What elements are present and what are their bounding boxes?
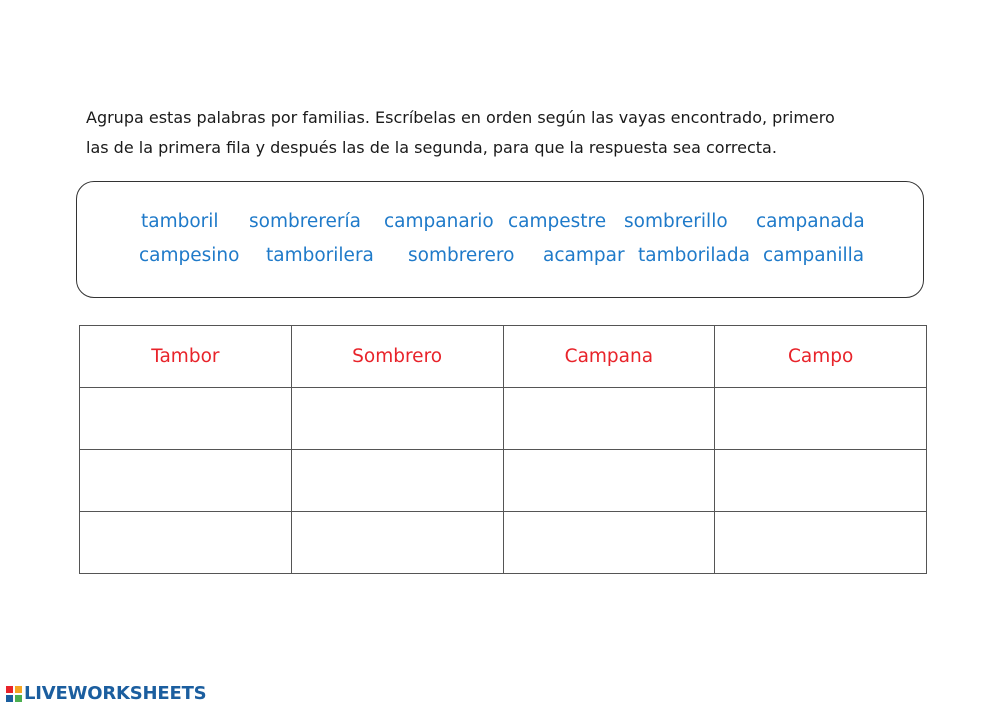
- word: campanada: [756, 211, 865, 232]
- answer-cell: [715, 450, 927, 512]
- word: campesino: [139, 245, 240, 266]
- answer-input[interactable]: [93, 460, 277, 502]
- answer-input[interactable]: [517, 522, 701, 564]
- logo-text: LIVEWORKSHEETS: [24, 683, 207, 704]
- answer-cell: [715, 512, 927, 574]
- header-campana: Campana: [503, 326, 715, 388]
- word: campanario: [384, 211, 494, 232]
- header-tambor: Tambor: [80, 326, 292, 388]
- word: tamboril: [141, 211, 219, 232]
- answer-cell: [291, 450, 503, 512]
- answer-cell: [503, 388, 715, 450]
- word: acampar: [543, 245, 625, 266]
- liveworksheets-logo-icon: [6, 686, 22, 702]
- answer-input[interactable]: [93, 522, 277, 564]
- answer-cell: [80, 450, 292, 512]
- answer-input[interactable]: [729, 522, 913, 564]
- word: tamborilada: [638, 245, 750, 266]
- answer-cell: [503, 512, 715, 574]
- families-table: [79, 325, 927, 574]
- table-row: [80, 512, 927, 574]
- answer-input[interactable]: [729, 460, 913, 502]
- answer-input[interactable]: [93, 398, 277, 440]
- answer-input[interactable]: [517, 398, 701, 440]
- header-campo: Campo: [715, 326, 927, 388]
- answer-cell: [291, 512, 503, 574]
- answer-input[interactable]: [729, 398, 913, 440]
- header-sombrero: Sombrero: [291, 326, 503, 388]
- instructions-line-1: Agrupa estas palabras por familias. Escríbelas en orden según las vayas encontrado, primero: [86, 108, 835, 127]
- instructions: [86, 103, 946, 163]
- answer-input[interactable]: [305, 522, 489, 564]
- word: campestre: [508, 211, 607, 232]
- answer-input[interactable]: [305, 460, 489, 502]
- word: campanilla: [763, 245, 865, 266]
- answer-cell: [80, 388, 292, 450]
- table-row: [80, 388, 927, 450]
- word: sombrerillo: [624, 211, 728, 232]
- answer-input[interactable]: [305, 398, 489, 440]
- word: sombrerería: [249, 211, 361, 232]
- liveworksheets-logo[interactable]: [6, 683, 206, 704]
- word-bank: [76, 181, 924, 298]
- instructions-line-2: las de la primera fila y después las de la segunda, para que la respuesta sea correcta.: [86, 138, 777, 157]
- answer-cell: [291, 388, 503, 450]
- answer-cell: [715, 388, 927, 450]
- table-row: [80, 450, 927, 512]
- word: sombrerero: [408, 245, 515, 266]
- answer-cell: [503, 450, 715, 512]
- answer-cell: [80, 512, 292, 574]
- answer-input[interactable]: [517, 460, 701, 502]
- table-header-row: [80, 326, 927, 388]
- word: tamborilera: [266, 245, 374, 266]
